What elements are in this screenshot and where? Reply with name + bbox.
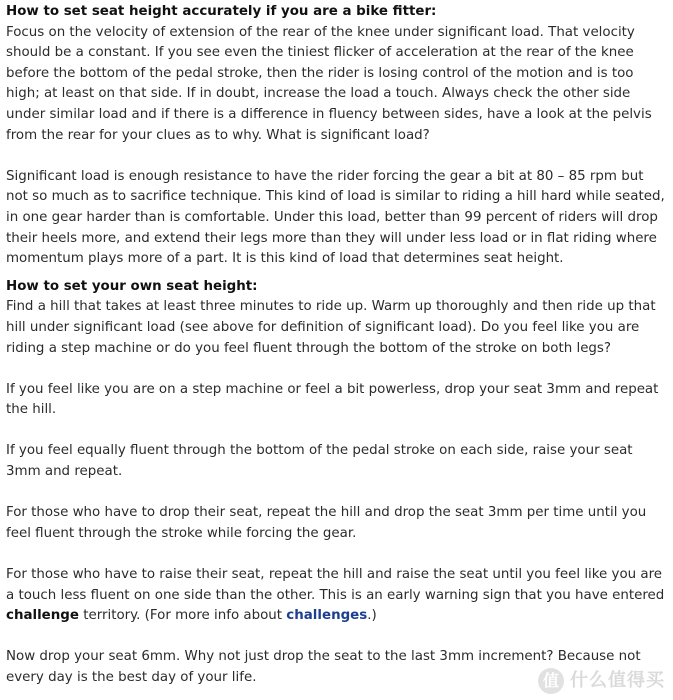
bold-term: challenge xyxy=(6,608,79,624)
article xyxy=(6,0,668,689)
paragraph: Now drop your seat 6mm. Why not just drop the seat to the last 3mm increment? Because not every day is the best day of your life. xyxy=(6,649,641,685)
paragraph: If you feel like you are on a step machine or feel a bit powerless, drop your seat 3mm and repeat the hill. xyxy=(6,381,659,418)
paragraph: Focus on the velocity of extension of the rear of the knee under significant load. That velocity should be a constant. If you see even the tiniest flicker of acceleration at the rear of the knee before the bottom of the pedal stroke, then the rider is losing control of the motion and is too high; at least on that side. If in doubt, increase the load a touch. Always check the other side under similar load and if there is a difference in fluency between sides, have a look at the pelvis from the rear for your clues as to why. What is significant load? xyxy=(6,24,652,143)
text: For those who have to raise their seat, repeat the hill and raise the seat until you feel like you are a touch less fluent on one side than the other. This is an early warning sign that you have entered xyxy=(6,567,665,603)
section-bike-fitter xyxy=(6,0,668,270)
text: territory. (For more info about xyxy=(78,608,287,624)
section-heading: How to set your own seat height: xyxy=(6,278,258,294)
watermark-logo-icon: 值 xyxy=(538,668,564,694)
paragraph: Find a hill that takes at least three minutes to ride up. Warm up thoroughly and then ride up that hill under significant load (see above for definition of significant load). Do you feel like you are riding a step machine or do you feel fluent through the bottom of the stroke on both legs? xyxy=(6,299,656,356)
paragraph: For those who have to drop their seat, repeat the hill and drop the seat 3mm per time until you feel fluent through the stroke while forcing the gear. xyxy=(6,505,647,541)
paragraph: If you feel equally fluent through the bottom of the pedal stroke on each side, raise your seat 3mm and repeat. xyxy=(6,443,633,480)
challenges-link[interactable]: challenges xyxy=(286,608,368,624)
section-own-seat-height xyxy=(6,277,668,689)
section-heading: How to set seat height accurately if you are a bike fitter: xyxy=(6,4,437,19)
paragraph xyxy=(6,565,668,627)
watermark-text: 什么值得买 xyxy=(570,669,665,691)
paragraph: Significant load is enough resistance to have the rider forcing the gear a bit at 80 – 85 rpm but not so much as to sacrifice technique. This kind of load is similar to riding a hill hard while seated, in one gear harder than is comfortable. Under this load, better than 99 percent of riders will drop their heels more, and extend their legs more than they will under less load or in flat riding where momentum plays more of a part. It is this kind of load that determines seat height. xyxy=(6,168,665,267)
text: .) xyxy=(367,608,377,624)
